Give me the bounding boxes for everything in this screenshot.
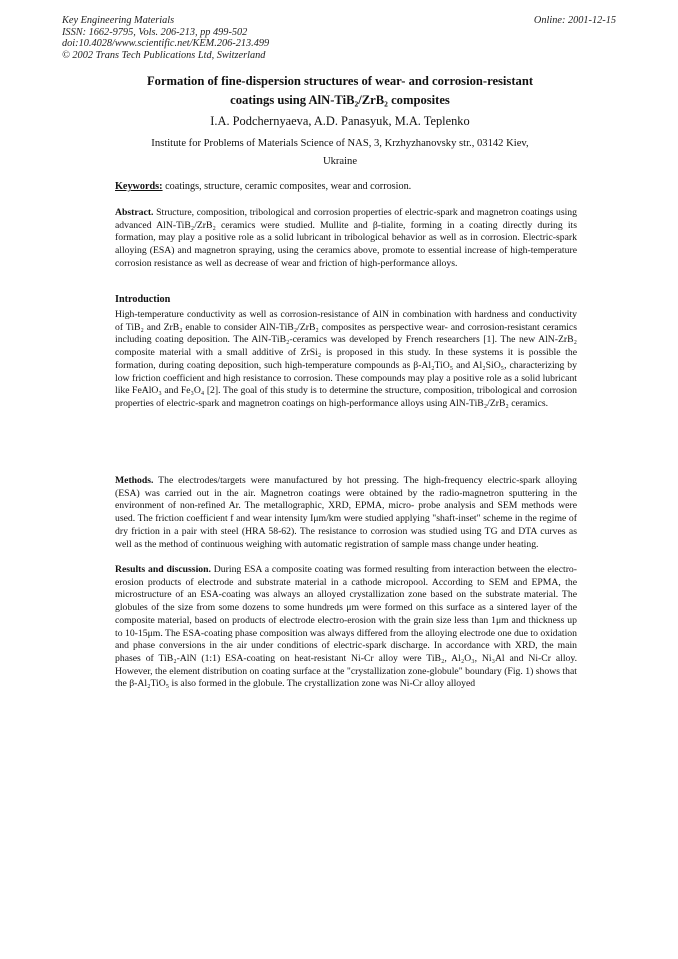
introduction-section (115, 309, 577, 411)
online-date: Online: 2001-12-15 (533, 15, 616, 26)
journal-name: Key Engineering Materials (62, 15, 175, 26)
paper-title-line-2: coatings using AlN-TiB₂/ZrB₂ composites (230, 93, 450, 107)
copyright-line: © 2002 Trans Tech Publications Ltd, Switzerland (62, 49, 266, 61)
abstract-label: Abstract. (115, 207, 154, 218)
results-label: Results and discussion. (115, 564, 211, 575)
results-text: During ESA a composite coating was formed resulting from interaction between the electro-erosion products of electrode and substrate material in a cathode micropool. According to SEM and EPMA, the microstructure of an ESA-coating was always an alloyed crystallization zone based on the substrate material. The globules of the size from some dozens to some hundreds μm were formed on this surface as a sintered layer of the composite material, based on products of electrode electro-erosion with the grain size less than 1μm and thickness up to 10-15μm. The ESA-coating phase composition was always differed from the alloying electrode one due to oxidation and phase conversions in the air under conditions of electric-spark discharge. In accordance with XRD, the main phases of TiB₂-AlN (1:1) ESA-coating on heat-resistant Ni-Cr alloy were TiB₂, Al₂O₃, Ni₃Al and Ni-Cr alloy. However, the element distribution on coating surface at the "crystallization zone-globule" boundary (Fig. 1) shows that the β-Al₂TiO₅ is also formed in the globule. The crystallization zone was Ni-Cr alloy alloyed (115, 564, 577, 690)
paper-title-line-1: Formation of fine-dispersion structures of wear- and corrosion-resistant (146, 74, 534, 88)
doi-line[interactable]: doi:10.4028/www.scientific.net/KEM.206-213.499 (62, 38, 270, 50)
author-list: I.A. Podchernyaeva, A.D. Panasyuk, M.A. Teplenko (210, 114, 470, 128)
journal-header (62, 15, 269, 61)
methods-label: Methods. (115, 475, 154, 486)
methods-section (115, 475, 577, 551)
keywords-section (115, 181, 577, 194)
introduction-text: High-temperature conductivity as well as corrosion-resistance of AlN in combination with hardness and conductivity of TiB₂ and ZrB₂ enable to consider AlN-TiB₂/ZrB₂ composites as perspective wear- and corrosion-resistant ceramics including coating deposition. The AlN-TiB₂-ceramics was developed by French researchers [1]. The new AlN-ZrB₂ composite material with a small additive of ZrSi₂ is proposed in this study. In these systems it is possible the formation, during coating deposition, such high-temperature compounds as β-Al₂TiO₅ and Al₂SiO₅, characterizing by low friction coefficient and high resistance to corrosion. These compounds may play a positive role as a solid lubricant like FeAlO₃ and Fe₃O₄ [2]. The goal of this study is to determine the structure, composition, tribological and corrosion properties of electric-spark and magnetron coatings on high-performance alloys using AlN-TiB₂/ZrB₂ ceramics. (115, 309, 577, 409)
affiliation-line-2: Ukraine (322, 156, 358, 167)
keywords-text: coatings, structure, ceramic composites, wear and corrosion. (162, 181, 412, 192)
introduction-heading: Introduction (115, 294, 171, 305)
methods-text: The electrodes/targets were manufactured by hot pressing. The high-frequency electric-spark alloying (ESA) was carried out in the air. Magnetron coatings were obtained by the radio-magnetron sputtering in the environment of non-refined Ar. The metallographic, XRD, EPMA, micro- probe analysis and SEM methods were used. The friction coefficient f and wear intensity Iμm/km were studied applying "shaft-inset" scheme in the regime of dry friction in a pair with steel (HRA 58-62). The resistance to corrosion was studied using TG and DTA curves as well as the method of continuous weighing with automatic registration of sample mass change under heating. (115, 475, 577, 550)
abstract-text: Structure, composition, tribological and corrosion properties of electric-spark and magnetron coatings using advanced AlN-TiB₂/ZrB₂ ceramics were studied. Mullite and β-tialite, forming in a coating directly during its formation, may play a positive role as a solid lubricant in tribological behavior as well as in corrosion. Electric-spark alloying (ESA) and magnetron spraying, using the ceramics above, promote to essential increase of high-temperature corrosion resistance as well as decrease of wear and friction of high-performance alloys. (115, 207, 577, 269)
issn-line: ISSN: 1662-9795, Vols. 206-213, pp 499-502 (62, 26, 248, 38)
results-section (115, 564, 577, 691)
affiliation-line-1: Institute for Problems of Materials Science of NAS, 3, Krzhyzhanovsky str., 03142 Kiev, (151, 138, 529, 149)
abstract-section (115, 207, 577, 271)
keywords-label: Keywords: (115, 181, 163, 192)
